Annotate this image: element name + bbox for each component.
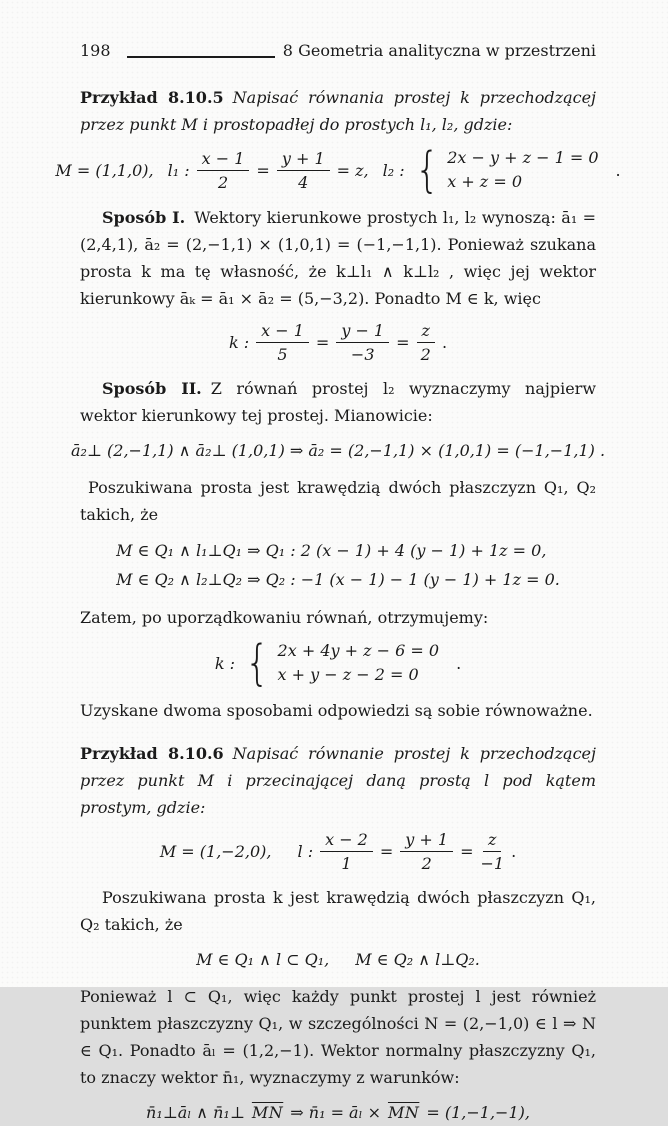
example-8-10-5-given-formula bbox=[55, 142, 621, 198]
vector-equation: ā₂⊥ (2,−1,1) ∧ ā₂⊥ (1,0,1) ⇒ ā₂ = (2,−1,1) × (1,0,1) = (−1,−1,1) . bbox=[70, 441, 606, 460]
planes-intro-text: Poszukiwana prosta jest krawędzią dwóch płaszczyzn Q₁, Q₂ takich, że bbox=[80, 478, 596, 524]
fraction-numerator: y + 1 bbox=[400, 829, 453, 852]
planes-intro-paragraph bbox=[80, 474, 596, 528]
normal-vector-text: Ponieważ l ⊂ Q₁, więc każdy punkt prostej l jest również punktem płaszczyzny Q₁, w szczególności N = (2,−1,0) ∈ l ⇒ N ∈ Q₁. Ponadto āₗ = (1,2,−1). Wektor normalny płaszczyzny Q₁, to znaczy wektor n̄₁, wyznaczymy z warunków: bbox=[80, 987, 596, 1087]
line-k-label: k : bbox=[228, 333, 250, 352]
conclusion-intro-text: Zatem, po uporządkowaniu równań, otrzymujemy: bbox=[80, 608, 489, 627]
example-8-10-6-given-formula bbox=[80, 829, 596, 874]
example-8-10-6-label: Przykład 8.10.6 bbox=[80, 744, 224, 763]
period: . bbox=[441, 333, 448, 352]
system-line: x + z = 0 bbox=[447, 172, 522, 191]
planes-intro-paragraph-ex6 bbox=[80, 884, 596, 938]
fraction-denominator: −1 bbox=[480, 854, 505, 873]
conclusion-intro-paragraph bbox=[80, 604, 596, 631]
fraction-numerator: z bbox=[417, 320, 435, 343]
page-number: 198 bbox=[80, 41, 111, 60]
fraction-numerator: y − 1 bbox=[336, 320, 389, 343]
system-line: 2x + 4y + z − 6 = 0 bbox=[277, 641, 440, 660]
point-m-value: M = (1,1,0), bbox=[55, 160, 154, 180]
period: . bbox=[615, 160, 621, 180]
method-1-label: Sposób I. bbox=[102, 208, 186, 227]
line-l2-label: l₂ : bbox=[382, 160, 405, 180]
method-2-paragraph bbox=[80, 375, 596, 429]
example-8-10-5-text: Napisać równania prostej k przechodzącej przez punkt M i prostopadłej do prostych l₁, l₂, gdzie: bbox=[80, 88, 597, 134]
plane-q1-equation: M ∈ Q₁ ∧ l₁⊥Q₁ ⇒ Q₁ : 2 (x − 1) + 4 (y − 1) + 1z = 0, bbox=[116, 541, 547, 560]
membership-condition: M ∈ Q₁ ∧ l ⊂ Q₁, bbox=[196, 950, 330, 969]
plane-equations-block bbox=[116, 536, 560, 594]
left-brace: { bbox=[245, 635, 270, 691]
fraction-denominator: 1 bbox=[341, 854, 352, 873]
equals-sign: = bbox=[460, 842, 474, 861]
fraction-denominator: −3 bbox=[350, 345, 375, 364]
equivalence-note-paragraph bbox=[80, 697, 596, 724]
fraction bbox=[400, 829, 453, 874]
normal-vector-formula bbox=[80, 1099, 596, 1126]
header-rule bbox=[127, 56, 275, 58]
vector-mn-overline: $\overline{MN}$ bbox=[251, 1103, 284, 1122]
fraction-numerator: x − 2 bbox=[320, 829, 373, 852]
plane-q2-equation: M ∈ Q₂ ∧ l₂⊥Q₂ ⇒ Q₂ : −1 (x − 1) − 1 (y − 1) + 1z = 0. bbox=[116, 570, 560, 589]
fraction-denominator: 5 bbox=[277, 345, 288, 364]
line-l-label: l : bbox=[297, 842, 314, 861]
chapter-header: 8 Geometria analityczna w przestrzeni bbox=[282, 41, 596, 60]
equals-sign: = bbox=[396, 333, 410, 352]
equation-system bbox=[242, 635, 440, 691]
example-8-10-5-label: Przykład 8.10.5 bbox=[80, 88, 224, 107]
fraction bbox=[197, 148, 250, 193]
example-8-10-5-statement bbox=[80, 84, 596, 138]
line-k-label: k : bbox=[214, 653, 235, 673]
example-8-10-6-text: Napisać równanie prostej k przechodzącej przez punkt M i przecinającej daną prostą l pod kątem prostym, gdzie: bbox=[80, 744, 596, 817]
vector-mn-overline: $\overline{MN}$ bbox=[387, 1103, 420, 1122]
fraction-denominator: 2 bbox=[217, 172, 229, 192]
equals-sign: = bbox=[256, 160, 270, 180]
fraction bbox=[480, 829, 504, 874]
line-l1-label: l₁ : bbox=[167, 160, 190, 180]
fraction bbox=[336, 320, 389, 365]
equals-sign: = bbox=[379, 842, 394, 861]
period: . bbox=[511, 842, 517, 861]
fraction-denominator: 2 bbox=[421, 854, 432, 873]
normal-condition-mid: ⇒ n̄₁ = āₗ × bbox=[290, 1103, 381, 1122]
point-m-value: M = (1,−2,0), bbox=[159, 842, 272, 861]
left-brace: { bbox=[414, 142, 440, 198]
method-2-text: Z równań prostej l₂ wyznaczymy najpierw wektor kierunkowy tej prostej. Mianowicie: bbox=[80, 379, 597, 425]
fraction-numerator: y + 1 bbox=[277, 148, 330, 171]
method-1-text: Wektory kierunkowe prostych l₁, l₂ wynoszą: ā₁ = (2,4,1), ā₂ = (2,−1,1) × (1,0,1) = (−1,−1,1). Ponieważ szukana prosta k ma tę własność, że k⊥l₁ ∧ k⊥l₂ , więc jej wektor kierunkowy āₖ = ā₁ × ā₂ = (5,−3,2). Ponadto M ∈ k, więc bbox=[80, 208, 597, 308]
fraction-numerator: x − 1 bbox=[197, 148, 250, 171]
page-header bbox=[80, 40, 596, 62]
period: . bbox=[456, 653, 462, 673]
system-lines bbox=[447, 146, 598, 194]
membership-formula bbox=[80, 946, 596, 973]
fraction-numerator: x − 1 bbox=[256, 320, 309, 343]
fraction-denominator: 2 bbox=[420, 345, 431, 364]
system-line: x + y − z − 2 = 0 bbox=[277, 665, 419, 684]
fraction-numerator: z bbox=[483, 829, 501, 852]
fraction bbox=[417, 320, 435, 365]
equals-z: = z, bbox=[336, 160, 369, 180]
direction-vector-formula bbox=[70, 437, 606, 464]
normal-condition-result: = (1,−1,−1), bbox=[426, 1103, 530, 1122]
fraction bbox=[277, 148, 330, 193]
membership-condition: M ∈ Q₂ ∧ l⊥Q₂. bbox=[355, 950, 480, 969]
normal-vector-paragraph bbox=[80, 983, 596, 1091]
method-2-result-formula bbox=[80, 635, 596, 691]
fraction bbox=[256, 320, 309, 365]
equivalence-note-text: Uzyskane dwoma sposobami odpowiedzi są sobie równoważne. bbox=[80, 701, 593, 720]
equals-sign: = bbox=[315, 333, 330, 352]
example-8-10-6-statement bbox=[80, 740, 596, 821]
method-1-paragraph bbox=[80, 204, 596, 312]
planes-intro-text: Poszukiwana prosta k jest krawędzią dwóch płaszczyzn Q₁, Q₂ takich, że bbox=[80, 888, 596, 934]
system-lines bbox=[278, 639, 440, 687]
method-2-label: Sposób II. bbox=[102, 379, 202, 398]
fraction-denominator: 4 bbox=[298, 172, 309, 192]
method-1-result-formula bbox=[80, 320, 596, 365]
system-line: 2x − y + z − 1 = 0 bbox=[447, 148, 599, 167]
equation-system bbox=[412, 142, 599, 198]
fraction bbox=[320, 829, 373, 874]
normal-condition-left: n̄₁⊥āₗ ∧ n̄₁⊥ bbox=[146, 1103, 245, 1122]
